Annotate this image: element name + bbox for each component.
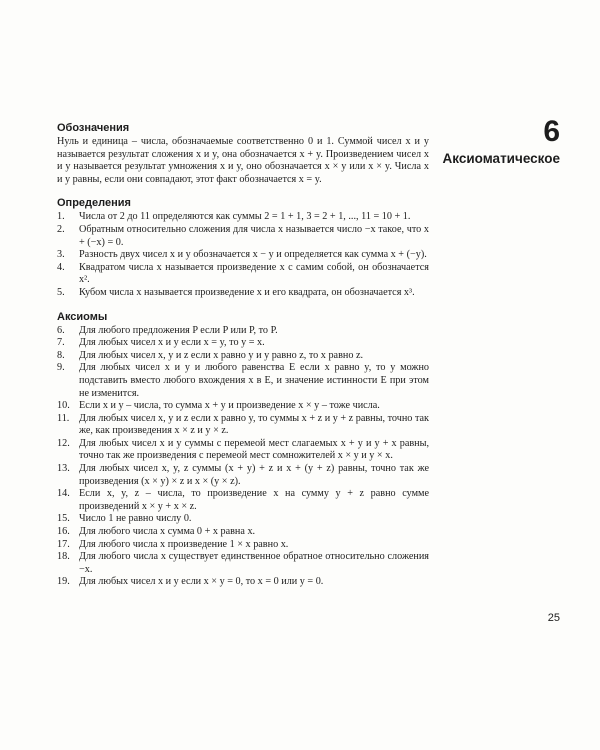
item-text: Обратным относительно сложения для числа x называется число −x такое, что x + (−x) = 0.	[79, 223, 429, 248]
item-number: 17.	[57, 538, 70, 550]
item-text: Разность двух чисел x и y обозначается x − y и определяется как сумма x + (−y).	[79, 249, 427, 261]
axioms-heading: Аксиомы	[57, 310, 108, 323]
definitions-list	[57, 211, 429, 299]
item-number: 15.	[57, 513, 70, 525]
chapter-title: Аксиоматическое	[442, 151, 560, 166]
item-number: 7.	[57, 337, 65, 349]
item-number: 13.	[57, 463, 70, 475]
chapter-header	[440, 116, 560, 168]
list-item	[57, 350, 429, 363]
page-number: 25	[547, 612, 560, 624]
item-text: Для любого числа x сумма 0 + x равна x.	[79, 526, 256, 538]
chapter-number: 6	[543, 115, 560, 148]
item-text: Если x и y – числа, то сумма x + y и произведение x × y – тоже числа.	[79, 400, 380, 412]
item-number: 5.	[57, 286, 65, 298]
list-item	[57, 211, 429, 224]
notation-paragraph: Нуль и единица – числа, обозначаемые соответственно 0 и 1. Суммой чисел x и y называется результат сложения x и y, она обозначается x + y. Произведением чисел x и y называется результат умножения x и y, оно обозначается x × y или x × y. Числа x и y равны, если они совпадают, этот факт обозначается x = y.	[57, 136, 429, 185]
item-number: 1.	[57, 211, 65, 223]
item-text: Квадратом числа x называется произведение x с самим собой, он обозначается x².	[79, 261, 429, 286]
item-text: Для любых чисел x и y суммы с перемеой мест слагаемых x + y и y + x равны, точно так же произведения с перемеой мест сомножителей x × y и y × x.	[79, 437, 429, 462]
item-text: Для любых чисел x и y и любого равенства E если x равно y, то у можно подставить вместо любого вхождения x в E, и значение истинности E при этом не изменится.	[79, 362, 429, 399]
item-number: 10.	[57, 400, 70, 412]
item-number: 19.	[57, 576, 70, 588]
notation-heading: Обозначения	[57, 122, 130, 134]
item-number: 11.	[57, 412, 70, 424]
item-text: Кубом числа x называется произведение x и его квадрата, он обозначается x³.	[79, 286, 415, 298]
list-item	[57, 413, 429, 438]
list-item	[57, 513, 429, 526]
item-number: 6.	[57, 324, 65, 336]
list-item	[57, 337, 429, 350]
item-text: Для любых чисел x, y и z если x равно y и y равно z, то x равно z.	[79, 349, 364, 361]
item-text: Для любого числа x существует единственное обратное относительно сложения −x.	[79, 551, 429, 575]
item-text: Число 1 не равно числу 0.	[79, 513, 192, 525]
definitions-heading: Определения	[57, 197, 131, 210]
item-number: 12.	[57, 437, 70, 449]
list-item	[57, 576, 429, 589]
item-text: Для любых чисел x и y если x = y, то y = x.	[79, 337, 265, 349]
list-item	[57, 224, 429, 249]
main-column	[57, 121, 429, 589]
list-item	[57, 438, 429, 463]
axioms-list	[57, 325, 429, 589]
item-text: Для любых чисел x и y если x × y = 0, то x = 0 или y = 0.	[79, 576, 324, 588]
list-item	[57, 249, 429, 262]
list-item	[57, 488, 429, 513]
item-text: Для любого предложения P если P или P, то P.	[79, 324, 278, 336]
list-item	[57, 362, 429, 400]
list-item	[57, 526, 429, 539]
list-item	[57, 400, 429, 413]
list-item	[57, 325, 429, 338]
item-number: 8.	[57, 349, 65, 361]
list-item	[57, 463, 429, 488]
item-number: 9.	[57, 362, 65, 374]
item-text: Если x, y, z – числа, то произведение x на сумму y + z равно сумме произведений x × y + x × z.	[79, 488, 429, 512]
list-item	[57, 262, 429, 287]
item-number: 16.	[57, 526, 70, 538]
item-number: 14.	[57, 488, 70, 500]
list-item	[57, 551, 429, 576]
list-item	[57, 287, 429, 300]
item-text: Для любых чисел x, y, z суммы (x + y) + z и x + (y + z) равны, точно так же произведения (x × y) × z и x × (y × z).	[79, 463, 429, 487]
item-text: Для любых чисел x, y и z если x равно y, то суммы x + z и y + z равны, точно так же, как произведения x × z и y × z.	[79, 412, 429, 437]
list-item	[57, 539, 429, 552]
item-number: 18.	[57, 551, 70, 563]
item-number: 3.	[57, 249, 65, 261]
item-text: Для любого числа x произведение 1 × x равно x.	[79, 538, 289, 550]
item-number: 2.	[57, 223, 65, 235]
item-number: 4.	[57, 261, 65, 273]
item-text: Числа от 2 до 11 определяются как суммы 2 = 1 + 1, 3 = 2 + 1, ..., 11 = 10 + 1.	[79, 211, 411, 223]
